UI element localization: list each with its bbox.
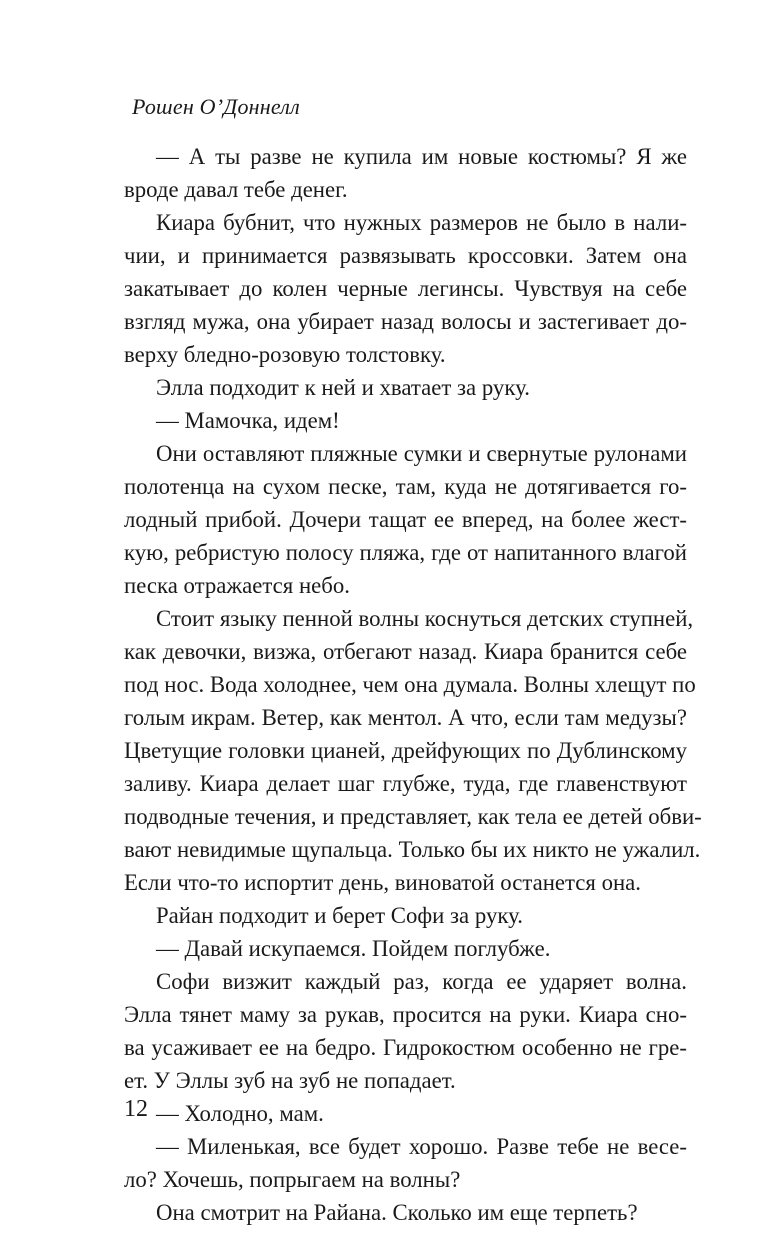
text-line: полотенца на сухом песке, там, куда не дотягивается го- (124, 474, 687, 499)
text-line: взгляд мужа, она убирает назад волосы и застегивает до- (124, 309, 687, 334)
text-line: лодный прибой. Дочери тащат ее вперед, на более жест- (124, 507, 687, 532)
text-line: ет. У Эллы зуб на зуб не попадает. (124, 1068, 456, 1093)
text-line: кую, ребристую полосу пляжа, где от напитанного влагой (124, 540, 687, 565)
text-line: Она смотрит на Райана. Сколько им еще терпеть? (156, 1200, 638, 1225)
text-line: Элла подходит к ней и хватает за руку. (156, 375, 530, 400)
text-line: Софи визжит каждый раз, когда ее ударяет волна. (156, 969, 687, 994)
running-head: Рошен О’Доннелл (132, 94, 300, 119)
text-line: — Давай искупаемся. Пойдем поглубже. (156, 936, 551, 961)
text-line: вают невидимые щупальца. Только бы их никто не ужалил. (124, 837, 701, 862)
text-line: песка отражается небо. (124, 573, 350, 598)
body-text (124, 140, 702, 1229)
page-number: 12 (124, 1096, 148, 1122)
text-line: Киара бубнит, что нужных размеров не было в нали- (156, 210, 687, 235)
text-line: — Холодно, мам. (156, 1101, 324, 1126)
text-line: — Мамочка, идем! (156, 408, 340, 433)
text-line: Цветущие головки цианей, дрейфующих по Дублинскому (124, 738, 687, 763)
text-line: Они оставляют пляжные сумки и свернутые рулонами (156, 441, 687, 466)
text-line: верху бледно-розовую толстовку. (124, 342, 446, 367)
text-line: Стоит языку пенной волны коснуться детских ступней, (156, 606, 694, 631)
text-line: заливу. Киара делает шаг глубже, туда, где главенствуют (124, 771, 687, 796)
text-line: Райан подходит и берет Софи за руку. (156, 903, 523, 928)
text-line: подводные течения, и представляет, как тела ее детей обви- (124, 804, 702, 829)
text-line: Если что-то испортит день, виноватой останется она. (124, 870, 641, 895)
text-line: вроде давал тебе денег. (124, 177, 348, 202)
text-line: под нос. Вода холоднее, чем она думала. Волны хлещут по (124, 672, 696, 697)
text-line: — А ты разве не купила им новые костюмы? Я же (156, 144, 687, 169)
text-line: ва усаживает ее на бедро. Гидрокостюм особенно не гре- (124, 1035, 687, 1060)
text-line: закатывает до колен черные легинсы. Чувствуя на себе (124, 276, 687, 301)
text-line: — Миленькая, все будет хорошо. Разве тебе не весе- (156, 1134, 687, 1159)
text-line: чии, и принимается развязывать кроссовки. Затем она (124, 243, 687, 268)
text-line: как девочки, визжа, отбегают назад. Киара бранится себе (124, 639, 687, 664)
text-line: ло? Хочешь, попрыгаем на волны? (124, 1167, 461, 1192)
text-line: голым икрам. Ветер, как ментол. А что, если там медузы? (124, 705, 687, 730)
text-line: Элла тянет маму за рукав, просится на руки. Киара сно- (124, 1002, 687, 1027)
